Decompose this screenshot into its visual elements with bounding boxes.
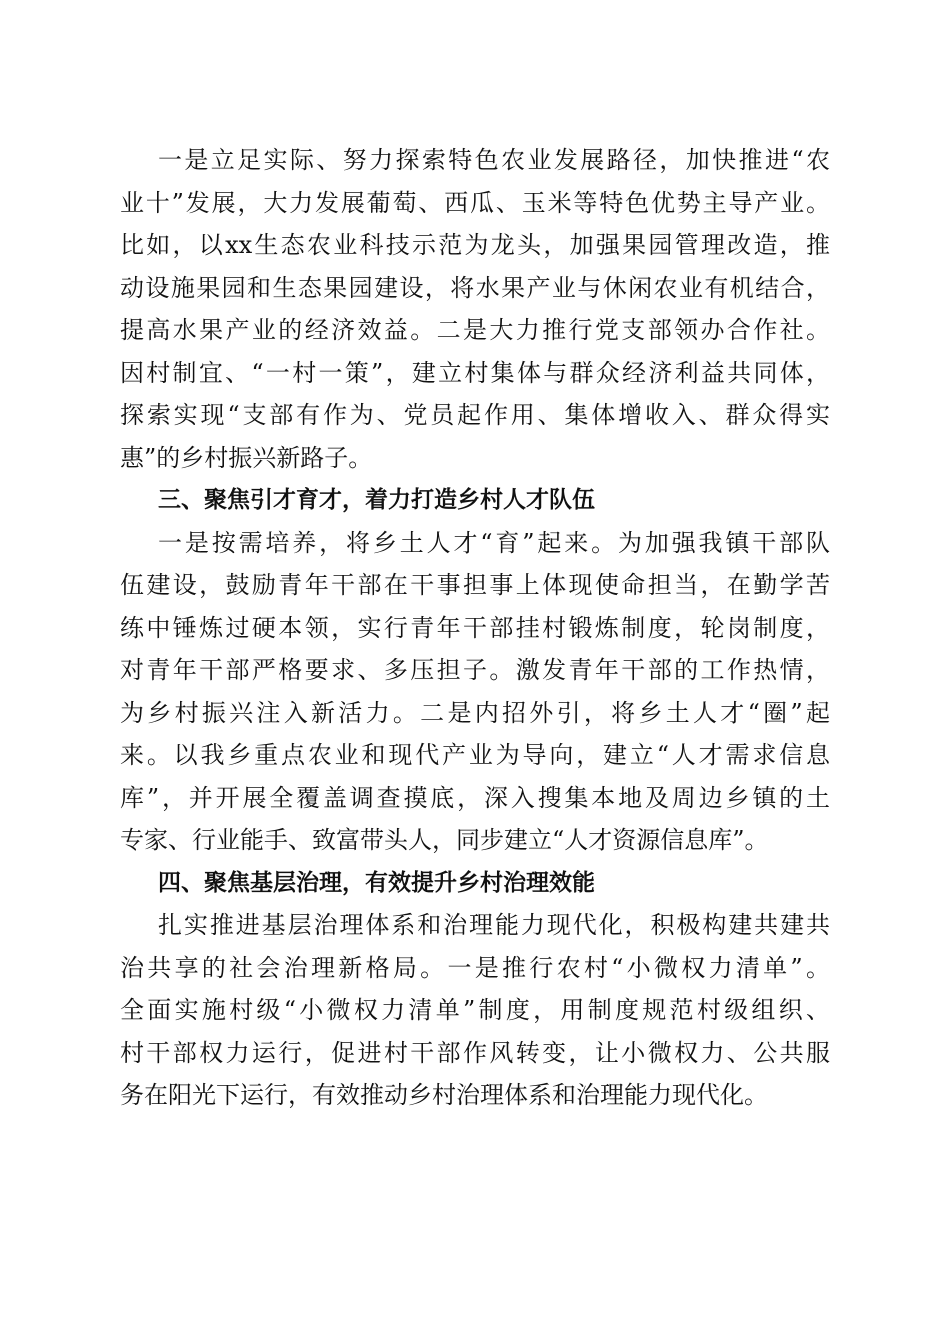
- paragraph-3-line-2: 治共享的社会治理新格局。一是推行农村“小微权力清单”。: [120, 953, 830, 982]
- section-heading-4: 四、聚焦基层治理，有效提升乡村治理效能: [158, 869, 595, 896]
- document-body: [120, 139, 830, 1117]
- paragraph-2-line-3: 练中锤炼过硬本领，实行青年干部挂村锻炼制度，轮岗制度，: [120, 613, 830, 642]
- paragraph-2-line-4: 对青年干部严格要求、多压担子。激发青年干部的工作热情，: [120, 656, 830, 684]
- paragraph-3-line-1: 扎实推进基层治理体系和治理能力现代化，积极构建共建共: [158, 911, 830, 939]
- paragraph-1-line-3: 比如，以xx生态农业科技示范为龙头，加强果园管理改造，推: [120, 231, 830, 259]
- section-heading-3: 三、聚焦引才育才，着力打造乡村人才队伍: [158, 487, 595, 513]
- paragraph-2-line-7: 库”，并开展全覆盖调查摸底，深入搜集本地及周边乡镇的土: [120, 783, 830, 812]
- paragraph-1-line-1: 一是立足实际、努力探索特色农业发展路径，加快推进“农: [158, 146, 830, 174]
- paragraph-3-line-4: 村干部权力运行，促进村干部作风转变，让小微权力、公共服: [120, 1038, 830, 1067]
- paragraph-1-line-7: 探索实现“支部有作为、党员起作用、集体增收入、群众得实: [120, 401, 830, 429]
- paragraph-3-line-5: 务在阳光下运行，有效推动乡村治理体系和治理能力现代化。: [120, 1081, 768, 1109]
- paragraph-1-line-5: 提高水果产业的经济效益。二是大力推行党支部领办合作社。: [120, 316, 830, 344]
- paragraph-2-line-1: 一是按需培养，将乡土人才“育”起来。为加强我镇干部队: [158, 528, 830, 557]
- paragraph-2-line-6: 来。以我乡重点农业和现代产业为导向，建立“人才需求信息: [120, 741, 830, 769]
- paragraph-2-line-2: 伍建设，鼓励青年干部在干事担事上体现使命担当，在勤学苦: [120, 571, 830, 599]
- paragraph-2-line-5: 为乡村振兴注入新活力。二是内招外引，将乡土人才“圈”起: [120, 698, 830, 727]
- paragraph-1-line-6: 因村制宜、“一村一策”，建立村集体与群众经济利益共同体，: [120, 358, 830, 387]
- paragraph-3-line-3: 全面实施村级“小微权力清单”制度，用制度规范村级组织、: [120, 996, 830, 1024]
- paragraph-1-line-2: 业十”发展，大力发展葡萄、西瓜、玉米等特色优势主导产业。: [120, 188, 830, 217]
- paragraph-1-line-8: 惠”的乡村振兴新路子。: [120, 443, 373, 472]
- paragraph-2-line-8: 专家、行业能手、致富带头人，同步建立“人才资源信息库”。: [120, 826, 769, 854]
- paragraph-1-line-4: 动设施果园和生态果园建设，将水果产业与休闲农业有机结合，: [120, 273, 830, 302]
